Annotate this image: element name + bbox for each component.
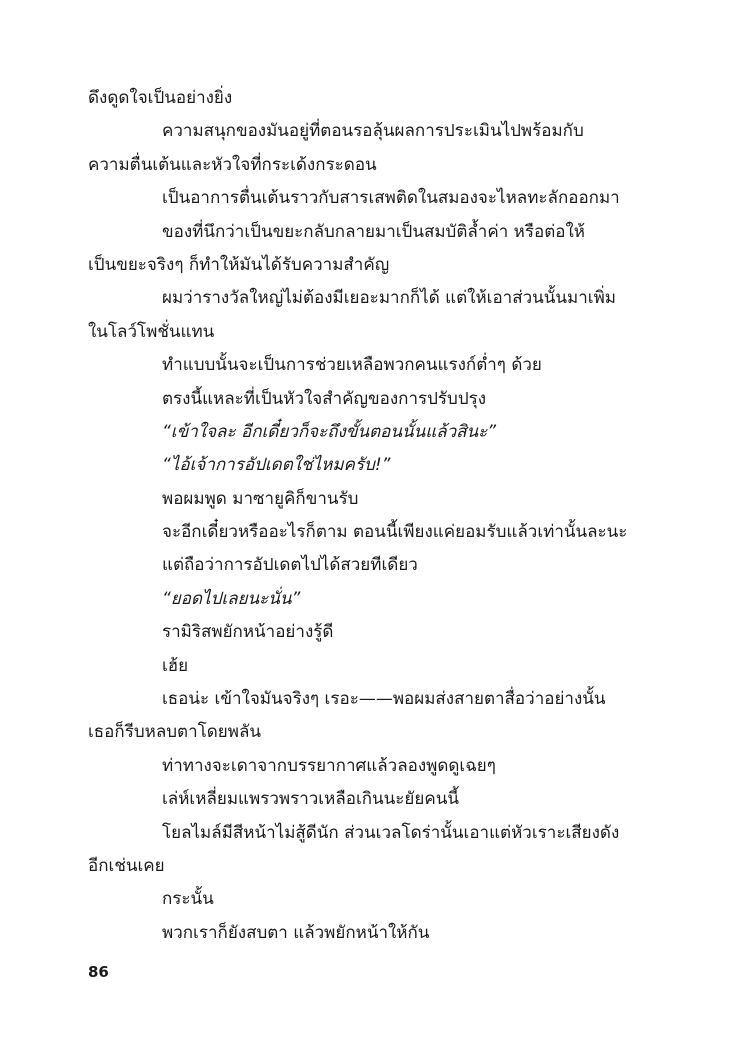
text-line: แต่ถือว่าการอัปเดตไปได้สวยทีเดียว <box>162 555 418 576</box>
text-line: ตรงนี้แหละที่เป็นหัวใจสำคัญของการปรับปรุง <box>162 388 487 409</box>
text-line: พอผมพูด มาซายูคิก็ขานรับ <box>162 488 359 509</box>
dialogue-line: “เข้าใจละ อีกเดี๋ยวก็จะถึงขั้นตอนนั้นแล้วสินะ” <box>162 421 497 442</box>
text-line: ในโลว์โพชั่นแทน <box>88 321 215 342</box>
text-line: ทำแบบนั้นจะเป็นการช่วยเหลือพวกคนแรงก์ต่ำๆ ด้วย <box>162 355 542 376</box>
dialogue-line: “ยอดไปเลยนะนั่น” <box>162 588 301 609</box>
dialogue-line: “ไอ้เจ้าการอัปเดตใช่ไหมครับ!” <box>162 455 391 476</box>
body-text <box>88 82 653 950</box>
text-line: ดึงดูดใจเป็นอย่างยิ่ง <box>88 88 233 108</box>
text-line: เป็นขยะจริงๆ ก็ทำให้มันได้รับความสำคัญ <box>88 254 390 275</box>
text-line: เธอน่ะ เข้าใจมันจริงๆ เรอะ——พอผมส่งสายตาสื่อว่าอย่างนั้น <box>162 689 606 710</box>
text-line: กระนั้น <box>162 889 214 910</box>
text-line: เธอก็รีบหลบตาโดยพลัน <box>88 722 261 743</box>
text-line: รามิริสพยักหน้าอย่างรู้ดี <box>162 622 334 643</box>
text-line: เฮ้ย <box>162 655 189 676</box>
text-line: ความตื่นเต้นและหัวใจที่กระเด้งกระดอน <box>88 154 377 175</box>
text-line: ผมว่ารางวัลใหญ่ไม่ต้องมีเยอะมากก็ได้ แต่ให้เอาส่วนนั้นมาเพิ่ม <box>162 288 616 309</box>
text-line: ความสนุกของมันอยู่ที่ตอนรอลุ้นผลการประเมินไปพร้อมกับ <box>162 121 584 142</box>
page-number: 86 <box>88 963 109 981</box>
text-line: เล่ห์เหลี่ยมแพรวพราวเหลือเกินนะยัยคนนี้ <box>162 789 459 810</box>
text-line: ท่าทางจะเดาจากบรรยากาศแล้วลองพูดดูเฉยๆ <box>162 755 496 776</box>
text-line: อีกเช่นเคย <box>88 855 165 876</box>
text-line: โยลไมล์มีสีหน้าไม่สู้ดีนัก ส่วนเวลโดร่านั้นเอาแต่หัวเราะเสียงดัง <box>162 822 620 843</box>
text-line: เป็นอาการตื่นเต้นราวกับสารเสพติดในสมองจะไหลทะลักออกมา <box>162 188 620 209</box>
text-line: พวกเราก็ยังสบตา แล้วพยักหน้าให้กัน <box>162 922 430 943</box>
text-line: จะอีกเดี๋ยวหรืออะไรก็ตาม ตอนนี้เพียงแค่ยอมรับแล้วเท่านั้นละนะ <box>162 522 628 543</box>
text-line: ของที่นึกว่าเป็นขยะกลับกลายมาเป็นสมบัติล้ำค่า หรือต่อให้ <box>162 221 585 242</box>
